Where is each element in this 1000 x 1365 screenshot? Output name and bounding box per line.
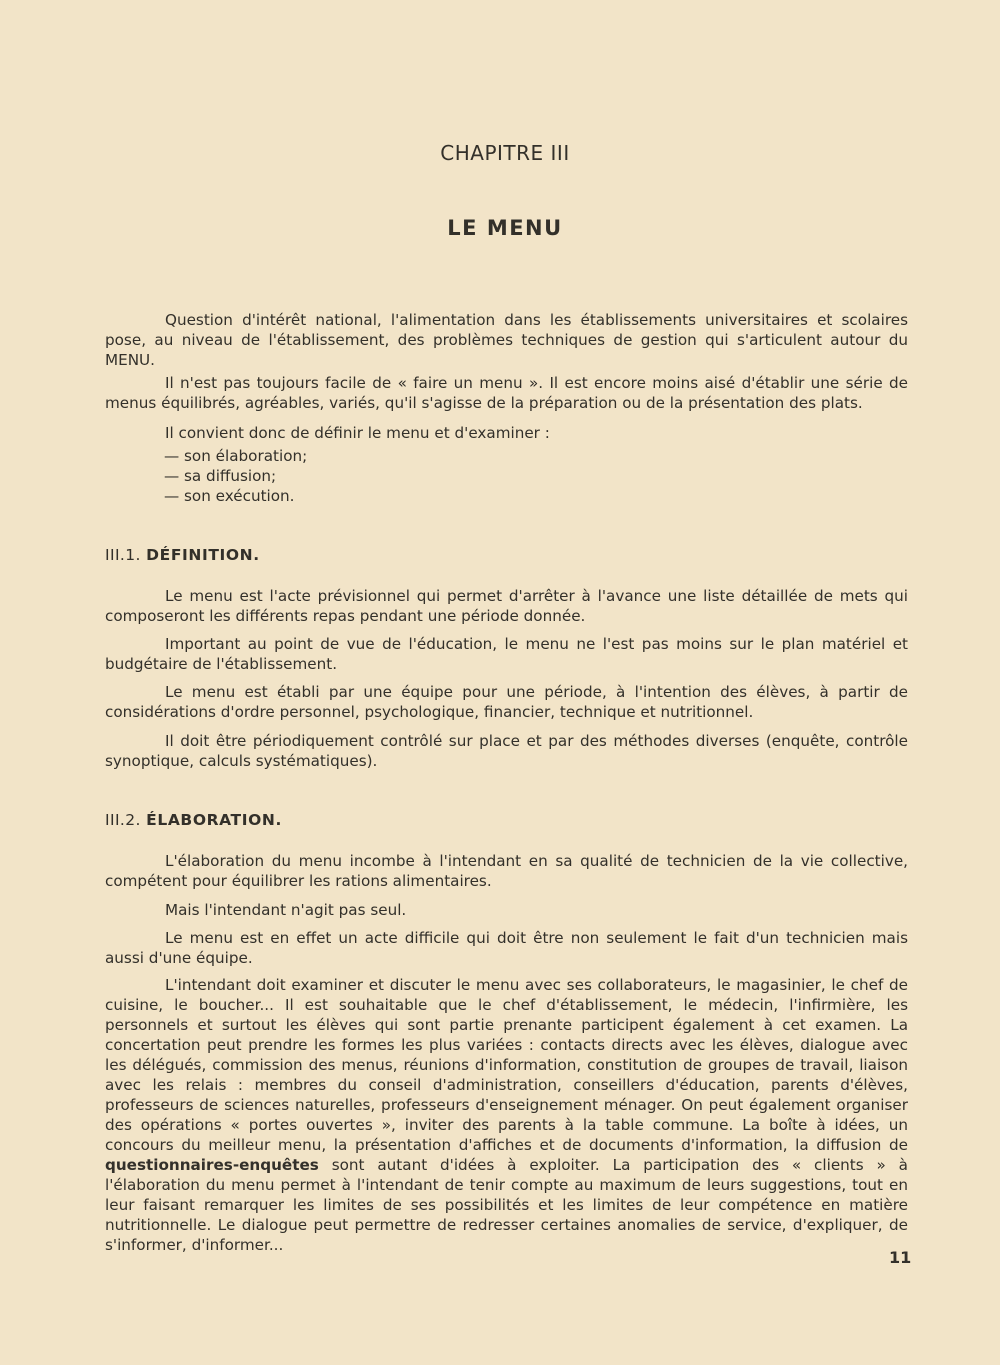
intro-paragraph-3: Il convient donc de définir le menu et d'examiner :: [165, 424, 550, 442]
elaboration-paragraph-2: Mais l'intendant n'agit pas seul.: [165, 901, 407, 919]
section-heading-elaboration: [105, 811, 282, 829]
paragraph-text: L'intendant doit examiner et discuter le menu avec ses collaborateurs, le magasinier, le chef de cuisine, le boucher... Il est souhaitable que le chef d'établissement, le médecin, l'infirmière, les personnels et surtout les élèves qui sont partie prenante participent également à cet examen. La concertation peut prendre les formes les plus variées : contacts directs avec les élèves, dialogue avec les délégués, commission des menus, réunions d'information, constitution de groupes de travail, liaison avec les relais : membres du conseil d'administration, conseillers d'éducation, parents d'élèves, professeurs de sciences naturelles, professeurs d'enseignement ménager. On peut également organiser des opérations « portes ouvertes », inviter des parents à la table commune. La boîte à idées, un concours du meilleur menu, la présentation d'affiches et de documents d'information, la diffusion de: [105, 976, 908, 1154]
list-item: — sa diffusion;: [164, 467, 277, 485]
list-item: — son élaboration;: [164, 447, 308, 465]
bold-term: questionnaires-enquêtes: [105, 1156, 319, 1174]
paragraph-text: sont autant d'idées à exploiter. La participation des « clients » à l'élaboration du menu permet à l'intendant de tenir compte au maximum de leurs suggestions, tout en leur faisant remarquer les limites de ses possibilités et les limites de leur compétence en matière nutritionnelle. Le dialogue peut permettre de redresser certaines anomalies de service, d'expliquer, de s'informer, d'informer...: [105, 1156, 908, 1254]
definition-paragraph-4: Il doit être périodiquement contrôlé sur place et par des méthodes diverses (enquête, contrôle synoptique, calculs systématiques).: [105, 732, 908, 770]
definition-paragraph-3: Le menu est établi par une équipe pour une période, à l'intention des élèves, à partir de considérations d'ordre personnel, psychologique, financier, technique et nutritionnel.: [105, 683, 908, 721]
intro-paragraph-1: Question d'intérêt national, l'alimentation dans les établissements universitaires et scolaires pose, au niveau de l'établissement, des problèmes techniques de gestion qui s'articulent autour du MENU.: [105, 311, 908, 369]
section-number: III.2.: [105, 811, 141, 829]
section-number: III.1.: [105, 546, 141, 564]
section-title: DÉFINITION.: [146, 546, 260, 564]
intro-paragraph-2: Il n'est pas toujours facile de « faire un menu ». Il est encore moins aisé d'établir une série de menus équilibrés, agréables, variés, qu'il s'agisse de la préparation ou de la présentation des plats.: [105, 374, 908, 412]
section-heading-definition: [105, 546, 260, 564]
elaboration-paragraph-4: [105, 975, 908, 1255]
list-item: — son exécution.: [164, 487, 295, 505]
chapter-label: CHAPITRE III: [440, 141, 570, 165]
elaboration-paragraph-3: Le menu est en effet un acte difficile qui doit être non seulement le fait d'un technicien mais aussi d'une équipe.: [105, 929, 908, 967]
section-title: ÉLABORATION.: [146, 811, 282, 829]
page-title: LE MENU: [447, 216, 563, 240]
definition-paragraph-2: Important au point de vue de l'éducation, le menu ne l'est pas moins sur le plan matériel et budgétaire de l'établissement.: [105, 635, 908, 673]
page-number: 11: [889, 1248, 912, 1267]
elaboration-paragraph-1: L'élaboration du menu incombe à l'intendant en sa qualité de technicien de la vie collective, compétent pour équilibrer les rations alimentaires.: [105, 852, 908, 890]
definition-paragraph-1: Le menu est l'acte prévisionnel qui permet d'arrêter à l'avance une liste détaillée de mets qui composeront les différents repas pendant une période donnée.: [105, 587, 908, 625]
